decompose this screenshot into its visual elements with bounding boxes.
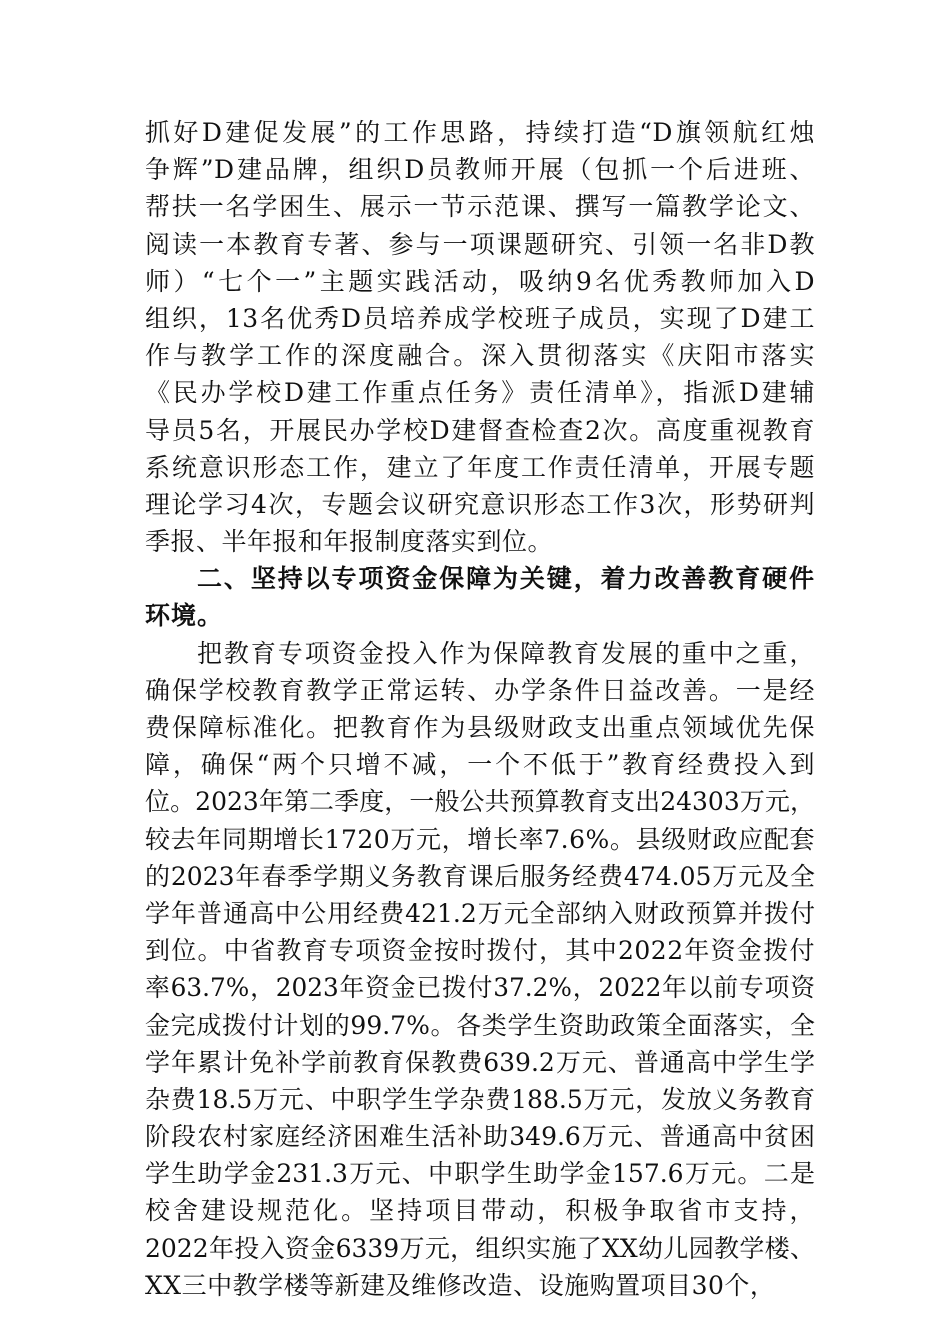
- text-line: 位。2023年第二季度，一般公共预算教育支出24303万元，: [145, 787, 815, 817]
- section-heading: [145, 560, 815, 634]
- text-line: 金完成拨付计划的99.7%。各类学生资助政策全面落实，全: [145, 1010, 815, 1040]
- text-line: 季报、半年报和年报制度落实到位。: [145, 527, 554, 557]
- paragraph-party-building: [145, 114, 815, 560]
- text-line: 抓好D建促发展”的工作思路，持续打造“D旗领航红烛: [145, 118, 815, 147]
- text-line: 阶段农村家庭经济困难生活补助349.6万元、普通高中贫困: [145, 1122, 815, 1152]
- text-line: 费保障标准化。把教育作为县级财政支出重点领域优先保: [145, 713, 815, 742]
- heading-line: 环境。: [145, 601, 224, 631]
- text-line: 学年普通高中公用经费421.2万元全部纳入财政预算并拨付: [145, 898, 815, 928]
- text-line: 组织，13名优秀D员培养成学校班子成员，实现了D建工: [145, 303, 815, 333]
- text-line: 率63.7%，2023年资金已拨付37.2%，2022年以前专项资: [145, 973, 815, 1003]
- paragraph-funding: [145, 635, 815, 1304]
- text-line: 把教育专项资金投入作为保障教育发展的重中之重，: [197, 638, 815, 668]
- text-line: 作与教学工作的深度融合。深入贯彻落实《庆阳市落实: [145, 341, 815, 371]
- text-line: 《民办学校D建工作重点任务》责任清单》，指派D建辅: [145, 378, 815, 408]
- heading-line: 二、坚持以专项资金保障为关键，着力改善教育硬件: [197, 564, 815, 594]
- text-line: 系统意识形态工作，建立了年度工作责任清单，开展专题: [145, 452, 815, 482]
- text-line: 2022年投入资金6339万元，组织实施了XX幼儿园教学楼、: [145, 1233, 815, 1263]
- text-line: 争辉”D建品牌，组织D员教师开展（包抓一个后进班、: [145, 155, 815, 185]
- text-line: 师）“七个一”主题实践活动，吸纳9名优秀教师加入D: [145, 266, 815, 296]
- text-line: XX三中教学楼等新建及维修改造、设施购置项目30个，: [145, 1270, 776, 1300]
- text-line: 较去年同期增长1720万元，增长率7.6%。县级财政应配套: [145, 824, 815, 854]
- text-line: 帮扶一名学困生、展示一节示范课、撰写一篇教学论文、: [145, 192, 815, 222]
- text-line: 阅读一本教育专著、参与一项课题研究、引领一名非D教: [145, 229, 815, 259]
- text-line: 的2023年春季学期义务教育课后服务经费474.05万元及全: [145, 861, 815, 891]
- text-line: 理论学习4次，专题会议研究意识形态工作3次，形势研判: [145, 489, 815, 519]
- text-line: 确保学校教育教学正常运转、办学条件日益改善。一是经: [145, 675, 815, 705]
- text-line: 到位。中省教育专项资金按时拨付，其中2022年资金拨付: [145, 936, 815, 966]
- document-body: [145, 114, 815, 1304]
- text-line: 障，确保“两个只增不减，一个不低于”教育经费投入到: [145, 750, 815, 780]
- text-line: 校舍建设规范化。坚持项目带动，积极争取省市支持，: [145, 1196, 815, 1226]
- text-line: 杂费18.5万元、中职学生学杂费188.5万元，发放义务教育: [145, 1084, 815, 1114]
- text-line: 学年累计免补学前教育保教费639.2万元、普通高中学生学: [145, 1047, 815, 1077]
- text-line: 学生助学金231.3万元、中职学生助学金157.6万元。二是: [145, 1159, 815, 1189]
- text-line: 导员5名，开展民办学校D建督查检查2次。高度重视教育: [145, 415, 815, 445]
